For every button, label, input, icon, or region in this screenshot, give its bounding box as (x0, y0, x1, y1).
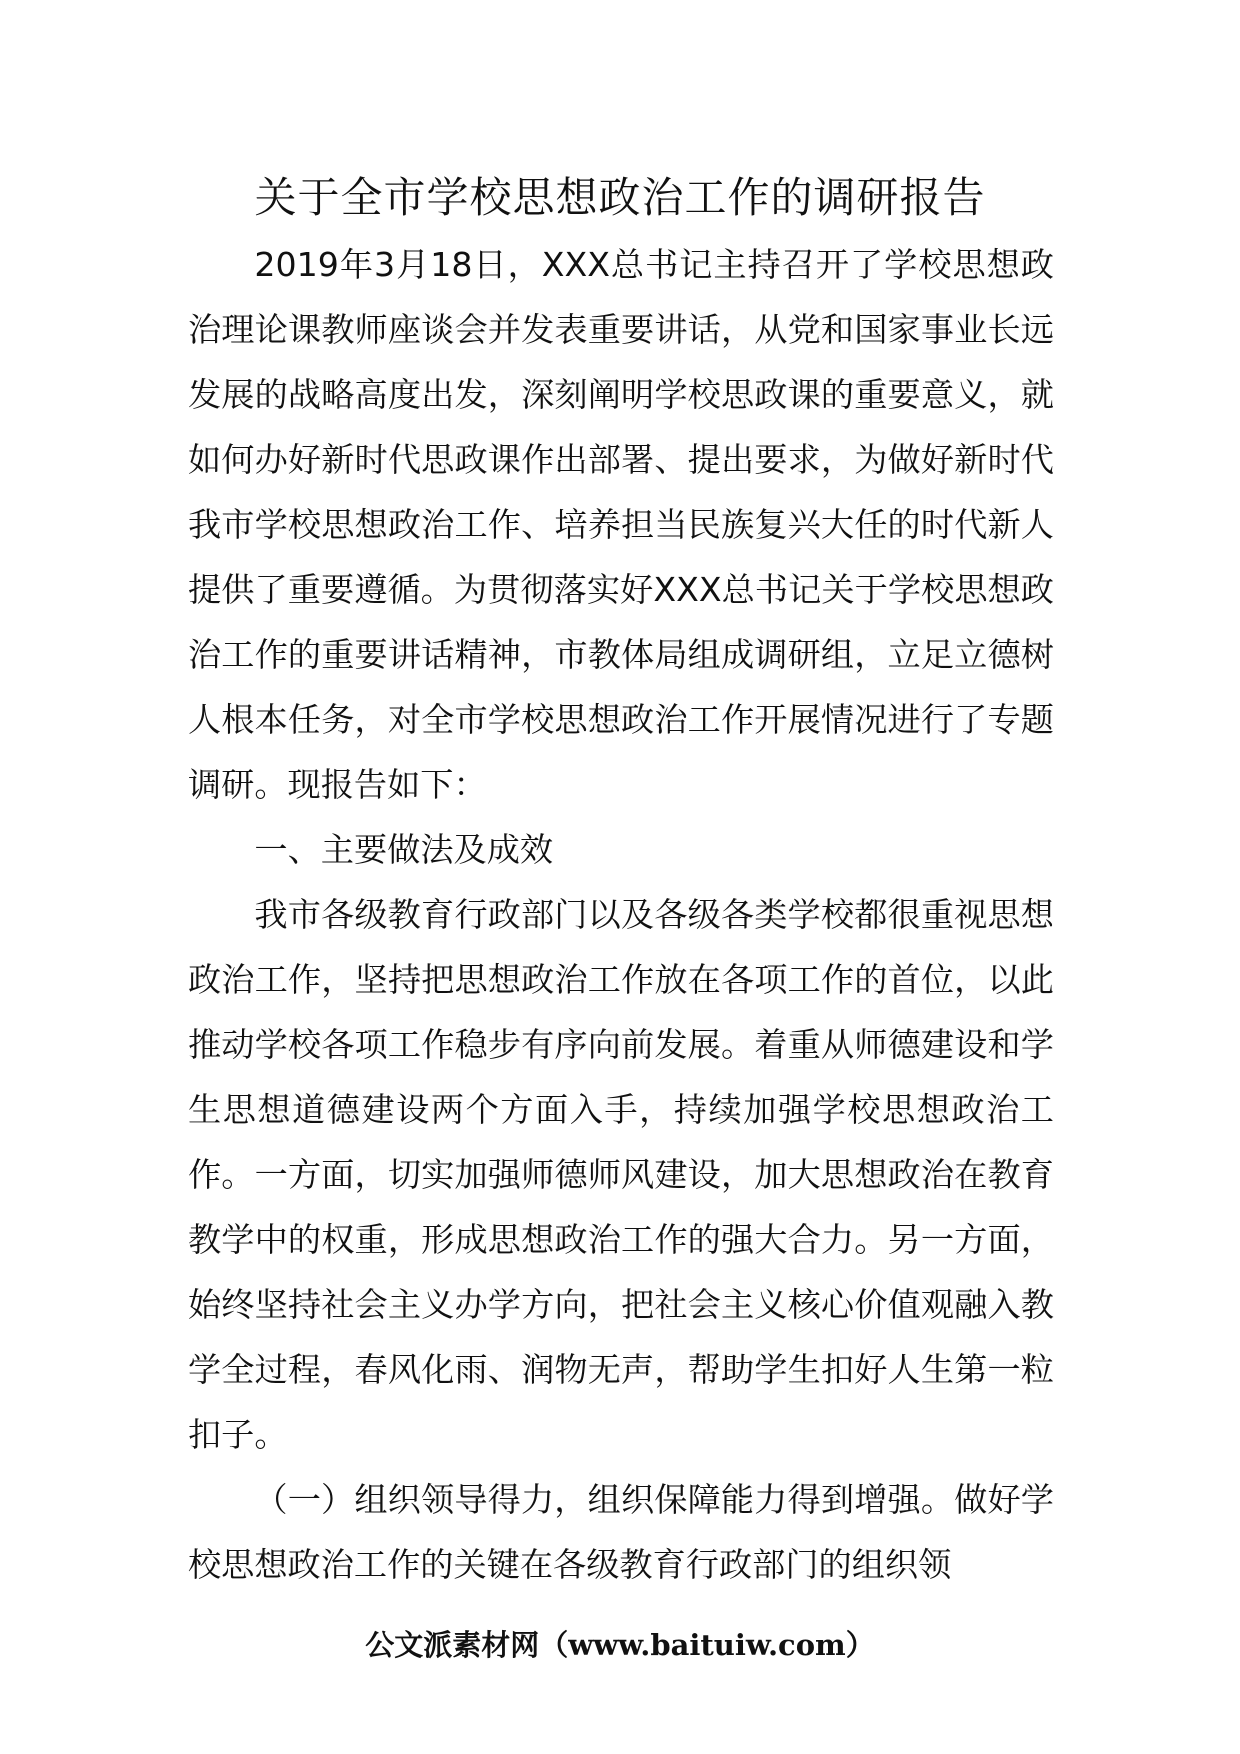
document-title: 关于全市学校思想政治工作的调研报告 (254, 173, 986, 222)
paragraph-intro: 2019年3月18日，XXX总书记主持召开了学校思想政治理论课教师座谈会并发表重要讲话，从党和国家事业长远发展的战略高度出发，深刻阐明学校思政课的重要意义，就如何办好新时代思政课作出部署、提出要求，为做好新时代我市学校思想政治工作、培养担当民族复兴大任的时代新人提供了重要遵循。为贯彻落实好XXX总书记关于学校思想政治工作的重要讲话精神，市教体局组成调研组，立足立德树人根本任务，对全市学校思想政治工作开展情况进行了专题调研。现报告如下： (188, 245, 1054, 804)
paragraph-practices: 我市各级教育行政部门以及各级各类学校都很重视思想政治工作，坚持把思想政治工作放在各项工作的首位，以此推动学校各项工作稳步有序向前发展。着重从师德建设和学生思想道德建设两个方面入手，持续加强学校思想政治工作。一方面，切实加强师德师风建设，加大思想政治在教育教学中的权重，形成思想政治工作的强大合力。另一方面，始终坚持社会主义办学方向，把社会主义核心价值观融入教学全过程，春风化雨、润物无声，帮助学生扣好人生第一粒扣子。 (188, 895, 1054, 1454)
footer-watermark: 公文派素材网（www.baituiw.com） (365, 1628, 875, 1662)
section-heading: 一、主要做法及成效 (254, 830, 554, 869)
paragraph-subsection-1: （一）组织领导得力，组织保障能力得到增强。做好学校思想政治工作的关键在各级教育行政部门的组织领 (188, 1480, 1054, 1584)
document-body (188, 232, 1054, 1597)
